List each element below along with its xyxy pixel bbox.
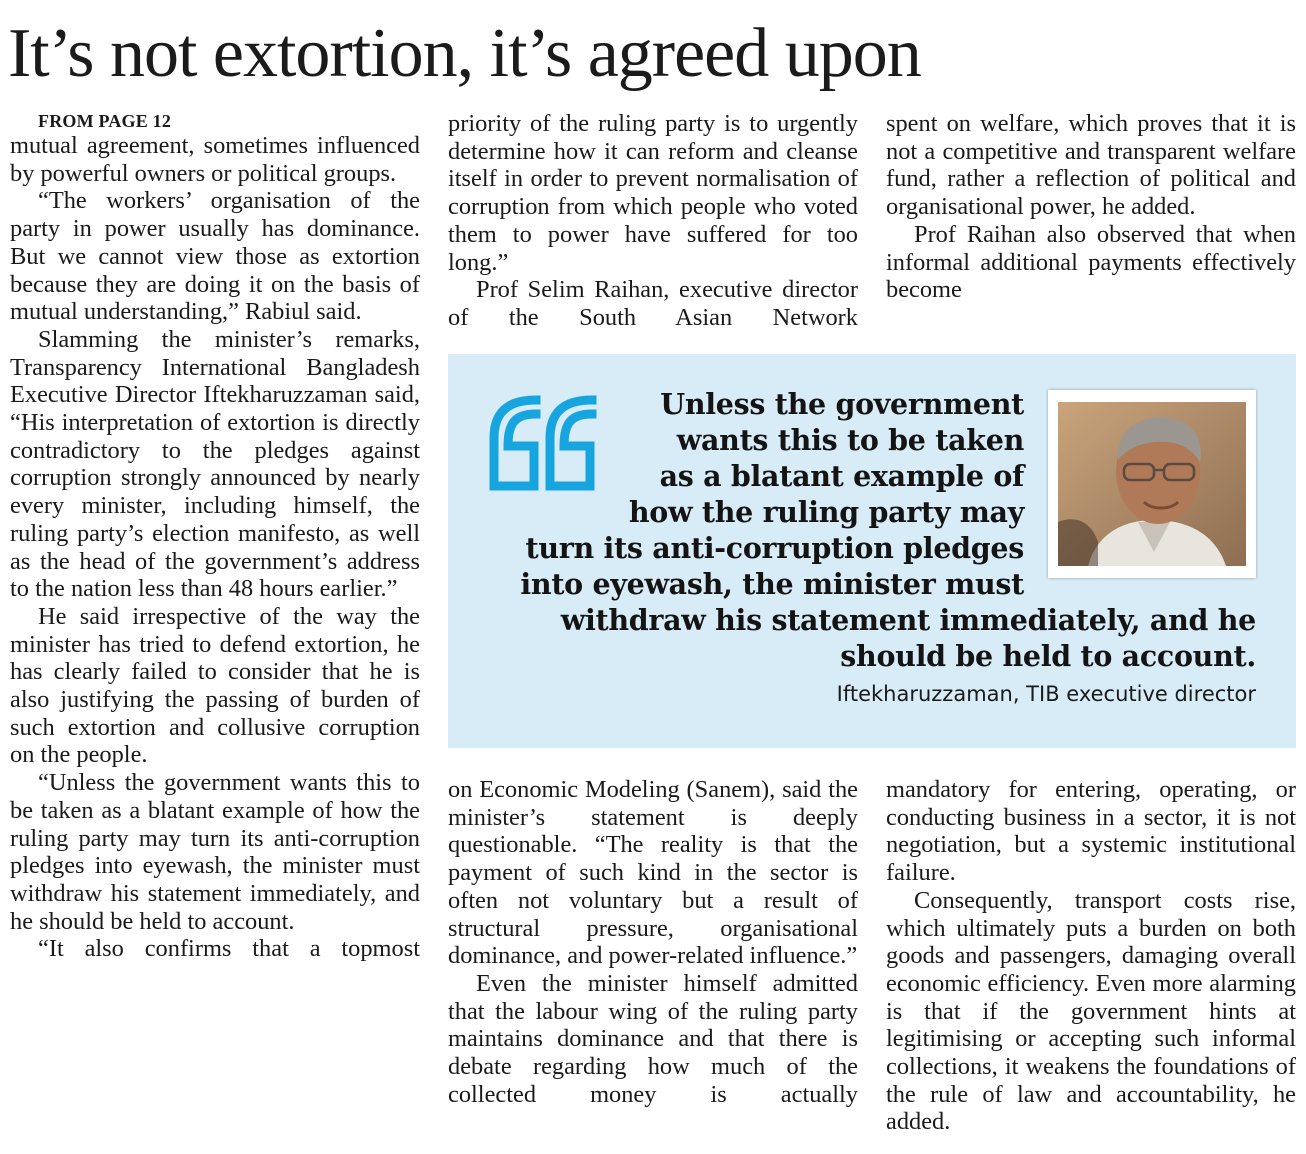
pull-quote-line: turn its anti-corruption pledges <box>525 531 1024 565</box>
paragraph: “The workers’ organisation of the party in power usually has dominance. But we cannot view those as extortion because they are doing it on the basis of mutual understanding,” Rabiul said. <box>10 187 420 326</box>
pull-quote-line: wants this to be taken <box>676 423 1024 457</box>
paragraph: He said irrespective of the way the minister has tried to defend extortion, he has clearly failed to consider that he is also justifying the passing of burden of such extortion and collusive corruption on the people. <box>10 602 420 769</box>
article-column-3-bottom <box>886 776 1296 1136</box>
paragraph: mandatory for entering, operating, or conducting business in a sector, it is not negotiation, but a systemic institutional failure. <box>886 776 1296 887</box>
paragraph: Prof Raihan also observed that when informal additional payments effectively become <box>886 220 1296 304</box>
pull-quote-line: withdraw his statement immediately, and he <box>560 603 1256 637</box>
paragraph: on Economic Modeling (Sanem), said the minister’s statement is deeply questionable. “The reality is that the payment of such kind in the sector is often not voluntary but a result of structural pressure, organisational dominance, and power-related influence.” <box>448 776 858 970</box>
pull-quote-line: into eyewash, the minister must <box>520 567 1024 601</box>
continued-from-kicker: FROM PAGE 12 <box>38 111 172 131</box>
article-column-2-bottom <box>448 776 858 1108</box>
pull-quote-line: should be held to account. <box>840 639 1256 673</box>
pull-quote-line: how the ruling party may <box>628 495 1024 529</box>
paragraph: mutual agreement, sometimes influenced by powerful owners or political groups. <box>10 132 420 187</box>
paragraph: spent on welfare, which proves that it is not a competitive and transparent welfare fund, rather a reflection of political and organisational power, he added. <box>886 110 1296 221</box>
paragraph: priority of the ruling party is to urgently determine how it can reform and cleanse itself in order to prevent normalisation of corruption from which people who voted them to power have suffered for too long.” <box>448 110 858 276</box>
paragraph: Even the minister himself admitted that the labour wing of the ruling party maintains dominance and that there is debate regarding how much of the collected money is actually <box>448 969 858 1108</box>
pull-quote-text <box>466 386 1256 674</box>
paragraph: “Unless the government wants this to be taken as a blatant example of how the ruling party may turn its anti-corruption pledges into eyewash, the minister must withdraw his statement immediately, and he should be held to account. <box>10 769 420 935</box>
pull-quote-attribution: Iftekharuzzaman, TIB executive director <box>836 682 1256 706</box>
pull-quote-box <box>448 354 1296 748</box>
paragraph: Slamming the minister’s remarks, Transparency International Bangladesh Executive Director Iftekharuzzaman said, “His interpretation of extortion is directly contradictory to the pledges against corruption strongly announced by nearly every minister, including himself, the ruling party’s election manifesto, as well as the head of the government’s address to the nation less than 48 hours earlier.” <box>10 325 420 603</box>
pull-quote-line: Unless the government <box>660 387 1024 421</box>
article-column-1 <box>10 110 420 963</box>
pull-quote-line: as a blatant example of <box>659 459 1024 493</box>
paragraph: Consequently, transport costs rise, which ultimately puts a burden on both goods and passengers, damaging overall economic efficiency. Even more alarming is that if the government hints at legitimising or accepting such informal collections, it weakens the foundations of the rule of law and accountability, he added. <box>886 886 1296 1136</box>
headline: It’s not extortion, it’s agreed upon <box>8 15 921 92</box>
article-column-3-top <box>886 110 1296 304</box>
paragraph: “It also confirms that a topmost <box>38 935 420 963</box>
paragraph: Prof Selim Raihan, executive director of the South Asian Network <box>448 276 858 331</box>
article-column-2-top <box>448 110 858 332</box>
